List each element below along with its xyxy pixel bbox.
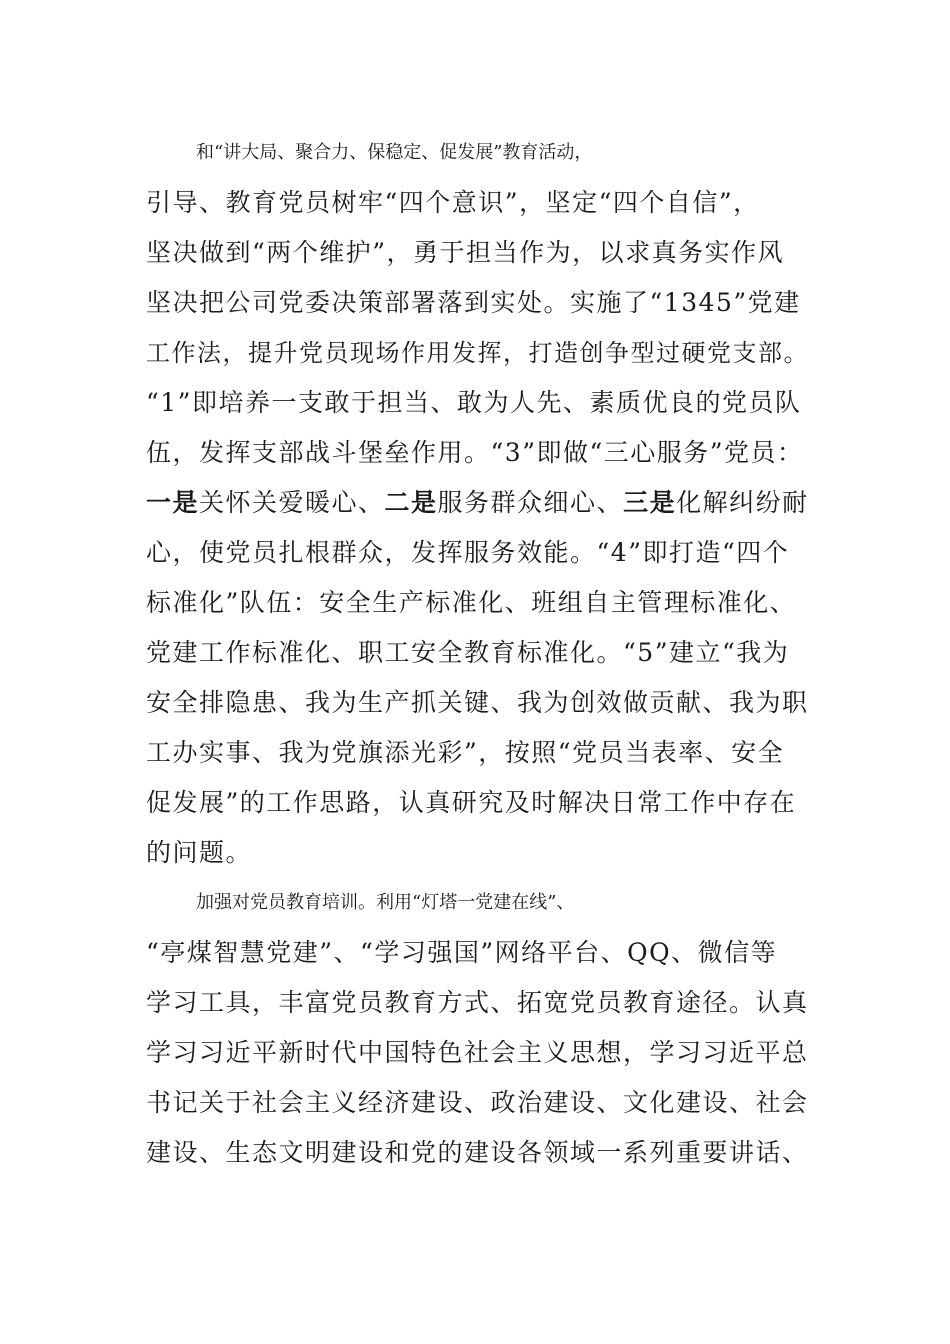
paragraph-1-line-10: 标准化”队伍：安全生产标准化、班组自主管理标准化、 xyxy=(146,588,797,617)
paragraph-1-line-2: 引导、教育党员树牢“四个意识”，坚定“四个自信”， xyxy=(146,188,760,217)
paragraph-1-line-12: 安全排隐患、我为生产抓关键、我为创效做贡献、我为职 xyxy=(146,688,809,717)
paragraph-1-line-4: 坚决把公司党委决策部署落到实处。实施了“1345”党建 xyxy=(146,288,801,317)
paragraph-1-line-11: 党建工作标准化、职工安全教育标准化。“5”建立“我为 xyxy=(146,638,790,667)
paragraph-1-line-13: 工办实事、我为党旗添光彩”，按照“党员当表率、安全 xyxy=(146,738,785,767)
paragraph-1-line-5: 工作法，提升党员现场作用发挥，打造创争型过硬党支部。 xyxy=(146,339,809,367)
emphasis-first: 一是 xyxy=(146,488,200,517)
paragraph-2-line-1: 加强对党员教育培训。利用“灯塔一党建在线”、 xyxy=(196,892,575,913)
paragraph-1-line-3: 坚决做到“两个维护”，勇于担当作为，以求真务实作风 xyxy=(146,238,785,267)
paragraph-2-line-5: 书记关于社会主义经济建设、政治建设、文化建设、社会 xyxy=(146,1088,809,1117)
paragraph-1-line-8 xyxy=(146,486,816,520)
text-segment: 化解纠纷耐 xyxy=(676,488,809,517)
paragraph-1-line-14: 促发展”的工作思路，认真研究及时解决日常工作中存在 xyxy=(146,788,797,817)
emphasis-second: 二是 xyxy=(384,488,438,517)
text-segment: 服务群众细心、 xyxy=(437,488,624,517)
paragraph-2-line-2: “亭煤智慧党建”、“学习强国”网络平台、QQ、微信等 xyxy=(146,938,778,967)
paragraph-2-line-3: 学习工具，丰富党员教育方式、拓宽党员教育途径。认真 xyxy=(146,988,809,1017)
emphasis-third: 三是 xyxy=(623,488,677,517)
paragraph-1-line-6: “1”即培养一支敢于担当、敢为人先、素质优良的党员队 xyxy=(146,388,802,417)
paragraph-1-line-7: 伍，发挥支部战斗堡垒作用。“3”即做“三心服务”党员： xyxy=(146,438,804,467)
paragraph-1-line-15: 的问题。 xyxy=(146,838,253,867)
paragraph-2-line-6: 建设、生态文明建设和党的建设各领域一系列重要讲话、 xyxy=(146,1138,809,1167)
paragraph-1-line-1: 和“讲大局、聚合力、保稳定、促发展”教育活动， xyxy=(196,142,593,163)
text-segment: 关怀关爱暖心、 xyxy=(199,488,385,517)
paragraph-1-line-9: 心，使党员扎根群众，发挥服务效能。“4”即打造“四个 xyxy=(146,538,790,567)
paragraph-2-line-4: 学习习近平新时代中国特色社会主义思想，学习习近平总 xyxy=(146,1038,809,1067)
